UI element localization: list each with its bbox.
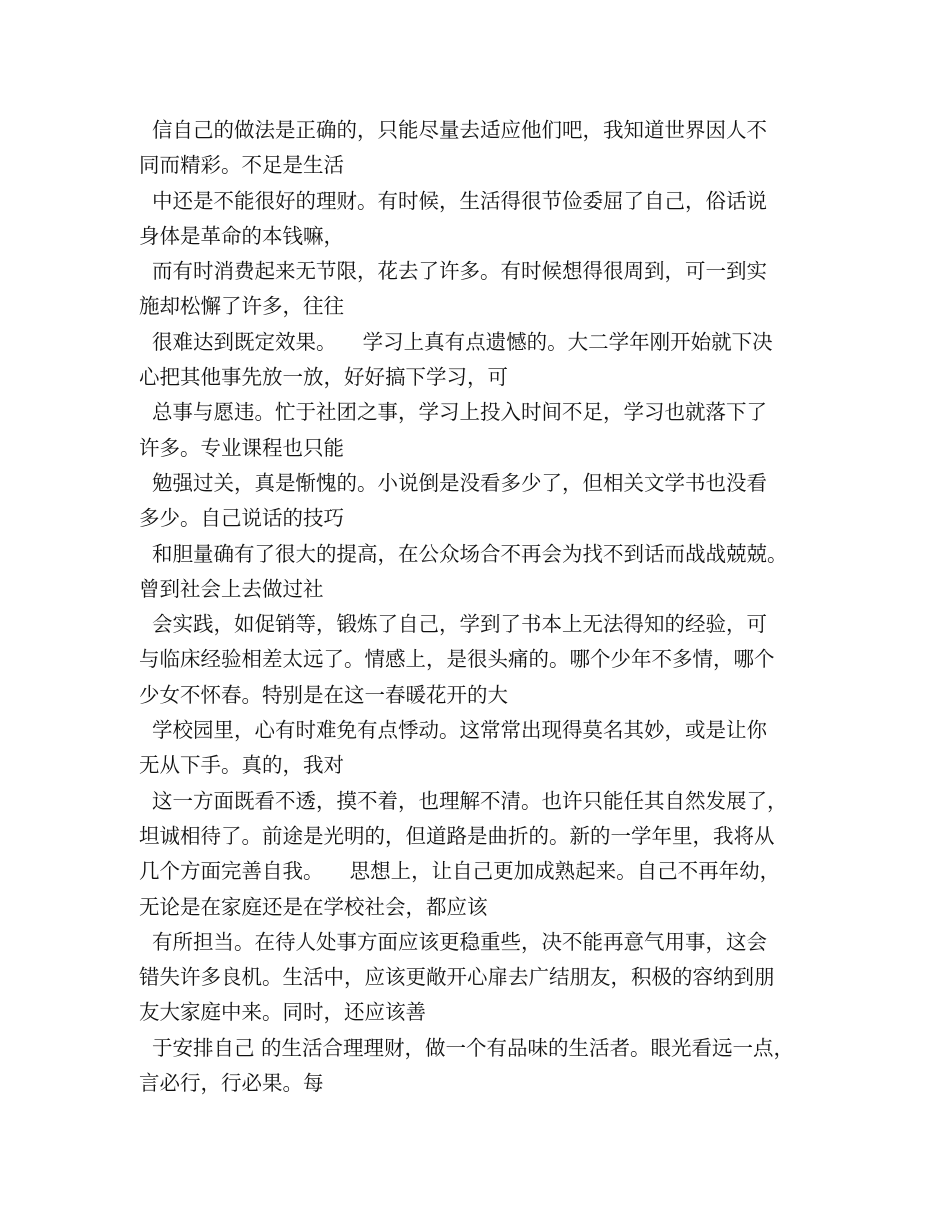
text-line: 多少。自己说话的技巧 <box>139 506 344 531</box>
text-line: 几个方面完善自我。 思想上，让自己更加成熟起来。自己不再年幼， <box>139 859 781 884</box>
text-line: 许多。专业课程也只能 <box>139 435 344 460</box>
text-line: 与临床经验相差太远了。情感上，是很头痛的。哪个少年不多情，哪个 <box>139 647 775 672</box>
text-line: 言必行，行必果。每 <box>139 1071 324 1096</box>
text-line: 中还是不能很好的理财。有时候，生活得很节俭委屈了自己，俗话说 <box>139 188 768 213</box>
text-line: 很难达到既定效果。 学习上真有点遗憾的。大二学年刚开始就下决 <box>139 329 773 354</box>
text-line: 无从下手。真的，我对 <box>139 753 344 778</box>
text-line: 少女不怀春。特别是在这一春暖花开的大 <box>139 682 508 707</box>
text-line: 施却松懈了许多，往往 <box>139 294 344 319</box>
text-line: 勉强过关，真是惭愧的。小说倒是没看多少了，但相关文学书也没看 <box>139 470 768 495</box>
text-line: 同而精彩。不足是生活 <box>139 153 344 178</box>
text-line: 错失许多良机。生活中，应该更敞开心扉去广结朋友，积极的容纳到朋 <box>139 965 775 990</box>
text-line: 曾到社会上去做过社 <box>139 576 324 601</box>
text-line: 信自己的做法是正确的，只能尽量去适应他们吧，我知道世界因人不 <box>139 118 768 142</box>
text-line: 会实践，如促销等，锻炼了自己，学到了书本上无法得知的经验，可 <box>139 612 768 637</box>
text-line: 这一方面既看不透，摸不着，也理解不清。也许只能任其自然发展了， <box>139 788 788 813</box>
text-line: 有所担当。在待人处事方面应该更稳重些，决不能再意气用事，这会 <box>139 929 768 954</box>
text-line: 心把其他事先放一放，好好搞下学习，可 <box>139 365 508 390</box>
text-line: 而有时消费起来无节限，花去了许多。有时候想得很周到，可一到实 <box>139 259 768 284</box>
body-text <box>139 113 829 1101</box>
text-line: 友大家庭中来。同时，还应该善 <box>139 1000 426 1025</box>
text-line: 坦诚相待了。前途是光明的，但道路是曲折的。新的一学年里，我将从 <box>139 823 775 848</box>
text-line: 学校园里，心有时难免有点悸动。这常常出现得莫名其妙，或是让你 <box>139 718 768 743</box>
text-line: 总事与愿违。忙于社团之事，学习上投入时间不足，学习也就落下了 <box>139 400 768 425</box>
text-line: 和胆量确有了很大的提高，在公众场合不再会为找不到话而战战兢兢。 <box>139 541 788 566</box>
text-line: 身体是革命的本钱嘛， <box>139 223 344 248</box>
text-line: 无论是在家庭还是在学校社会，都应该 <box>139 894 488 919</box>
text-line: 于安排自己 的生活合理理财，做一个有品味的生活者。眼光看远一点， <box>139 1035 795 1060</box>
